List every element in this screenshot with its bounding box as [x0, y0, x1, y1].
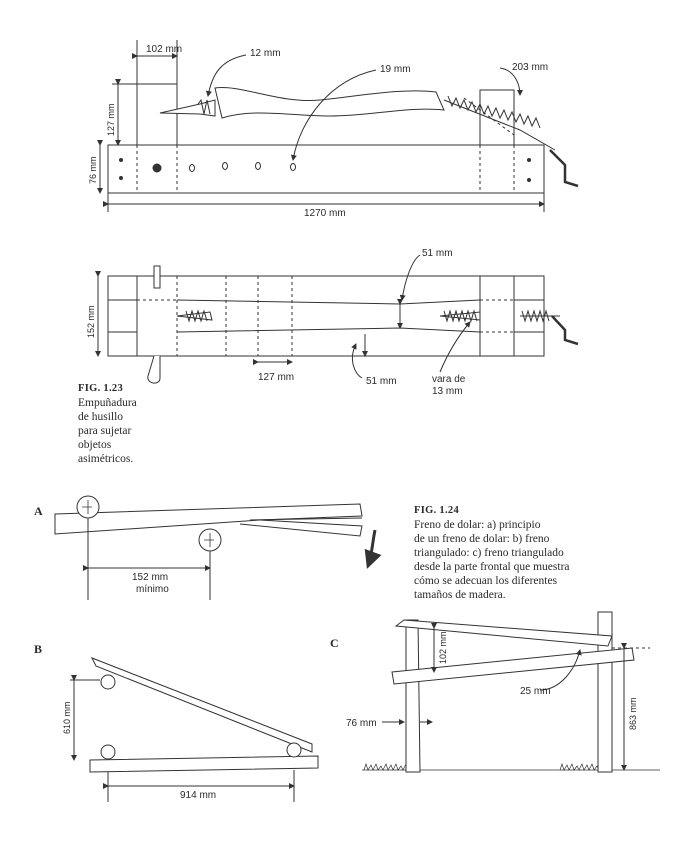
panel-a-label: A: [34, 504, 43, 518]
left-block: [137, 84, 177, 145]
fig-124-caption-line: triangulado: c) freno triangulado: [414, 547, 564, 559]
dim-19-label: 19 mm: [380, 64, 411, 75]
dim-203-label: 203 mm: [512, 62, 549, 73]
shaving-horse-elevation: [108, 84, 578, 193]
plan-dim-51-bottom-label: 51 mm: [366, 376, 397, 387]
panel-c-dim-25-label: 25 mm: [520, 686, 551, 697]
fig-124-caption-line: de un freno de dolar: b) freno: [414, 533, 550, 545]
fig-123-caption-line: objetos: [78, 439, 112, 451]
dim-102-label: 102 mm: [146, 44, 183, 55]
panel-b-label: B: [34, 642, 43, 656]
shaving-horse-plan: [108, 266, 578, 383]
fig-123-caption-line: asimétricos.: [78, 453, 134, 465]
dim-12-label: 12 mm: [250, 48, 281, 59]
panel-b-dim-914-label: 914 mm: [180, 790, 217, 801]
rod-label-line1: vara de: [432, 374, 466, 385]
fig-124-caption-line: Freno de dolar: a) principio: [414, 519, 541, 531]
fig-124-caption: [414, 504, 614, 602]
plan-dim-127-label: 127 mm: [258, 372, 295, 383]
panel-c-dim-102-label: 102 mm: [438, 631, 448, 664]
fig-124-caption-line: cómo se adecuan los diferentes: [414, 575, 558, 587]
plan-dim-51-top-label: 51 mm: [422, 248, 453, 259]
panel-a-dim-line2: mínimo: [136, 584, 169, 595]
bench-beam: [108, 145, 544, 193]
dim-1270-label: 1270 mm: [304, 208, 346, 219]
panel-b-dim-610-label: 610 mm: [62, 701, 72, 734]
dim-76-label: 76 mm: [88, 156, 98, 184]
fig-123-caption-line: Empuñadura: [78, 397, 137, 409]
fig-123-caption: [78, 382, 188, 466]
panel-a-dim-line1: 152 mm: [132, 572, 169, 583]
workpiece: [215, 87, 444, 118]
fig-124-title: FIG. 1.24: [414, 505, 459, 516]
panel-c-drawing: [362, 612, 660, 772]
panel-c-dim-863-label: 863 mm: [628, 697, 638, 730]
panel-c-label: C: [330, 636, 339, 650]
plan-dim-152-label: 152 mm: [86, 305, 96, 338]
panel-c-dim-76-label: 76 mm: [346, 718, 377, 729]
panel-a-drawing: [55, 496, 375, 600]
fig-123-caption-line: para sujetar: [78, 425, 132, 437]
fig-124-caption-line: desde la parte frontal que muestra: [414, 561, 570, 573]
fig-124-caption-line: tamaños de madera.: [414, 589, 506, 601]
fig-123-title: FIG. 1.23: [78, 383, 123, 394]
crank-handle: [550, 150, 578, 186]
rod-label-line2: 13 mm: [432, 386, 463, 397]
panel-b-drawing: [70, 658, 318, 802]
fig-123-caption-line: de husillo: [78, 411, 124, 423]
dim-127-label: 127 mm: [106, 103, 116, 136]
